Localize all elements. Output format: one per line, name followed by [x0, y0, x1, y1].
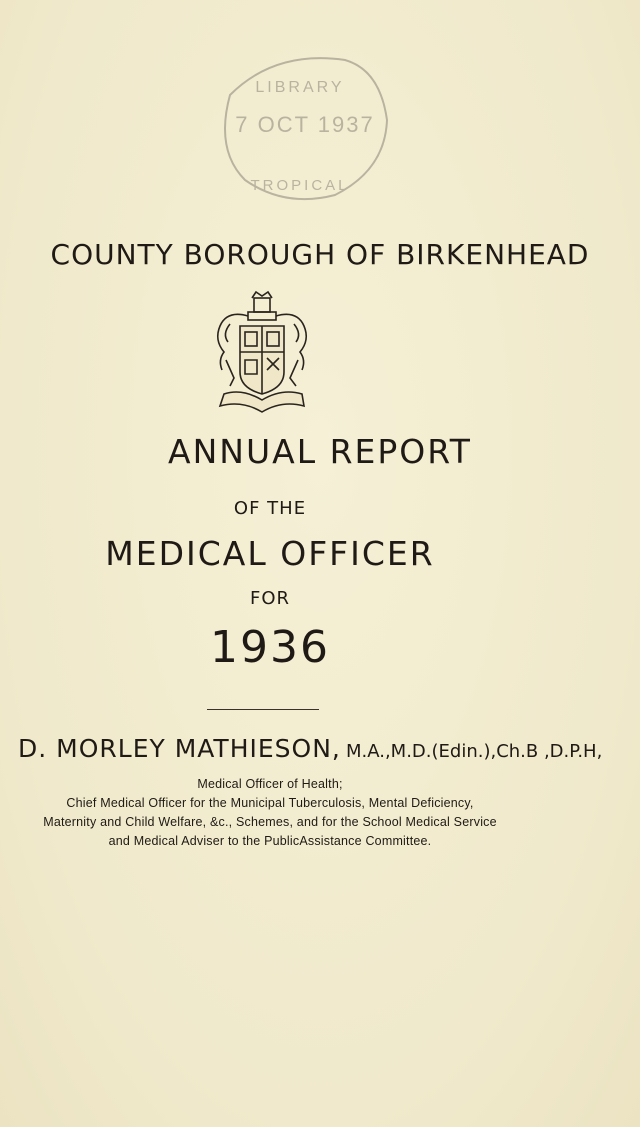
description-line-1: Medical Officer of Health;: [197, 777, 343, 791]
description-line-2: Chief Medical Officer for the Municipal Tuberculosis, Mental Deficiency,: [66, 796, 474, 810]
library-stamp: [205, 40, 395, 210]
report-title: ANNUAL REPORT: [168, 432, 472, 471]
author-qualifications: M.A.,M.D.(Edin.),Ch.B ,D.P.H,: [345, 741, 603, 762]
divider: [207, 709, 319, 710]
county-heading: COUNTY BOROUGH OF BIRKENHEAD: [50, 238, 590, 271]
author-line: [18, 734, 602, 763]
stamp-top-text: LIBRARY: [255, 79, 345, 96]
author-description: [20, 775, 520, 851]
author-name: D. MORLEY MATHIESON,: [18, 734, 341, 763]
report-title-connector-2: FOR: [249, 588, 291, 609]
description-line-4: and Medical Adviser to the PublicAssistance Committee.: [108, 834, 432, 848]
coat-of-arms-icon: [212, 290, 312, 415]
report-year: 1936: [210, 622, 330, 673]
stamp-date-text: 7 OCT 1937: [235, 112, 375, 137]
description-line-3: Maternity and Child Welfare, &c., Schemes, and for the School Medical Service: [43, 815, 497, 829]
stamp-bottom-text: TROPICAL: [250, 177, 350, 194]
report-title-connector-1: OF THE: [233, 498, 307, 519]
report-subject: MEDICAL OFFICER: [105, 534, 435, 573]
